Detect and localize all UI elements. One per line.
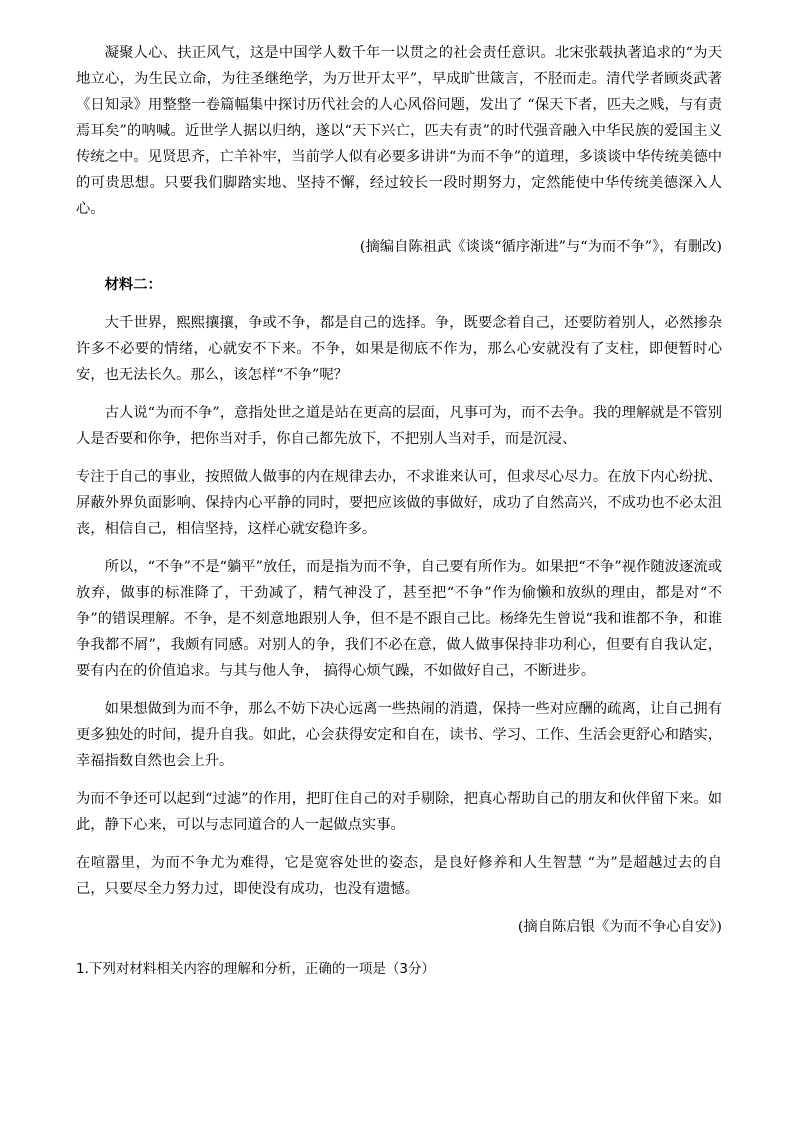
material1-source: (摘编自陈祖武《谈谈“循序渐进”与“为而不争”》，有删改) — [359, 239, 722, 255]
question-1: 1.下列对材料相关内容的理解和分析，正确的一项是（3分） — [76, 961, 435, 977]
material2-paragraph-5: 如果想做到为而不争，那么不妨下决心远离一些热闹的消遣，保持一些对应酬的疏离，让自己拥有更多独处的时间，提升自我。如此，心会获得安定和自在，读书、学习、工作、生活会更舒心和踏实，幸福指数自然也会上升。 — [76, 701, 722, 769]
material2-paragraph-2: 古人说“为而不争”，意指处世之道是站在更高的层面，凡事可为，而不去争。我的理解就是不管别人是否要和你争，把你当对手，你自己都先放下，不把别人当对手，而是沉浸、 — [76, 405, 722, 447]
material2-paragraph-6: 为而不争还可以起到“过滤”的作用，把盯住自己的对手剔除，把真心帮助自己的朋友和伙伴留下来。如此，静下心来，可以与志同道合的人一起做点实事。 — [76, 791, 722, 833]
material1-paragraph: 凝聚人心、扶正风气，这是中国学人数千年一以贯之的社会责任意识。北宋张载执著追求的“为天地立心，为生民立命，为往圣继绝学，为万世开太平”，早成旷世箴言，不胫而走。清代学者顾炎武著《日知录》用整整一卷篇幅集中探讨历代社会的人心风俗问题，发出了 “保天下者，匹夫之贱，与有责焉耳矣”的呐喊。近世学人据以归纳，遂以“天下兴亡，匹夫有责”的时代强音融入中华民族的爱国主义传统之中。见贤思齐，亡羊补牢，当前学人似有必要多讲讲“为而不争”的道理，多谈谈中华传统美德中的可贵思想。只要我们脚踏实地、坚持不懈，经过较长一段时期努力，定然能使中华传统美德深入人心。 — [76, 45, 722, 217]
material2-paragraph-7: 在喧嚣里，为而不争尤为难得，它是宽容处世的姿态，是良好修养和人生智慧 “为”是超越过去的自己，只要尽全力努力过，即使没有成功，也没有遗憾。 — [76, 855, 722, 897]
material2-source: (摘自陈启银《为而不争心自安》) — [517, 919, 722, 935]
material2-paragraph-3: 专注于自己的事业，按照做人做事的内在规律去办，不求谁来认可，但求尽心尽力。在放下内心纷扰、屏蔽外界负面影响、保持内心平静的同时，要把应该做的事做好，成功了自然高兴，不成功也不必太沮丧，相信自己，相信坚持，这样心就安稳许多。 — [76, 469, 722, 537]
material2-paragraph-1: 大千世界，熙熙攘攘，争或不争，都是自己的选择。争，既要念着自己，还要防着别人，必然掺杂许多不必要的情绪，心就安不下来。不争，如果是彻底不作为，那么心安就没有了支柱，即便暂时心安，也无法长久。那么，该怎样“不争”呢？ — [76, 315, 722, 383]
material2-heading: 材料二： — [104, 277, 162, 293]
document-page — [76, 40, 722, 982]
material2-paragraph-4: 所以，“不争”不是“躺平”放任，而是指为而不争，自己要有所作为。如果把“不争”视作随波逐流或放弃，做事的标准降了，干劲减了，精气神没了，甚至把“不争”作为偷懒和放纵的理由，都是对“不争”的错误理解。不争，是不刻意地跟别人争，但不是不跟自己比。杨绛先生曾说“我和谁都不争，和谁争我都不屑”，我颇有同感。对别人的争，我们不必在意，做人做事保持非功利心，但要有自我认定，要有内在的价值追求。与其与他人争， 搞得心烦气躁，不如做好自己，不断进步。 — [76, 559, 722, 679]
